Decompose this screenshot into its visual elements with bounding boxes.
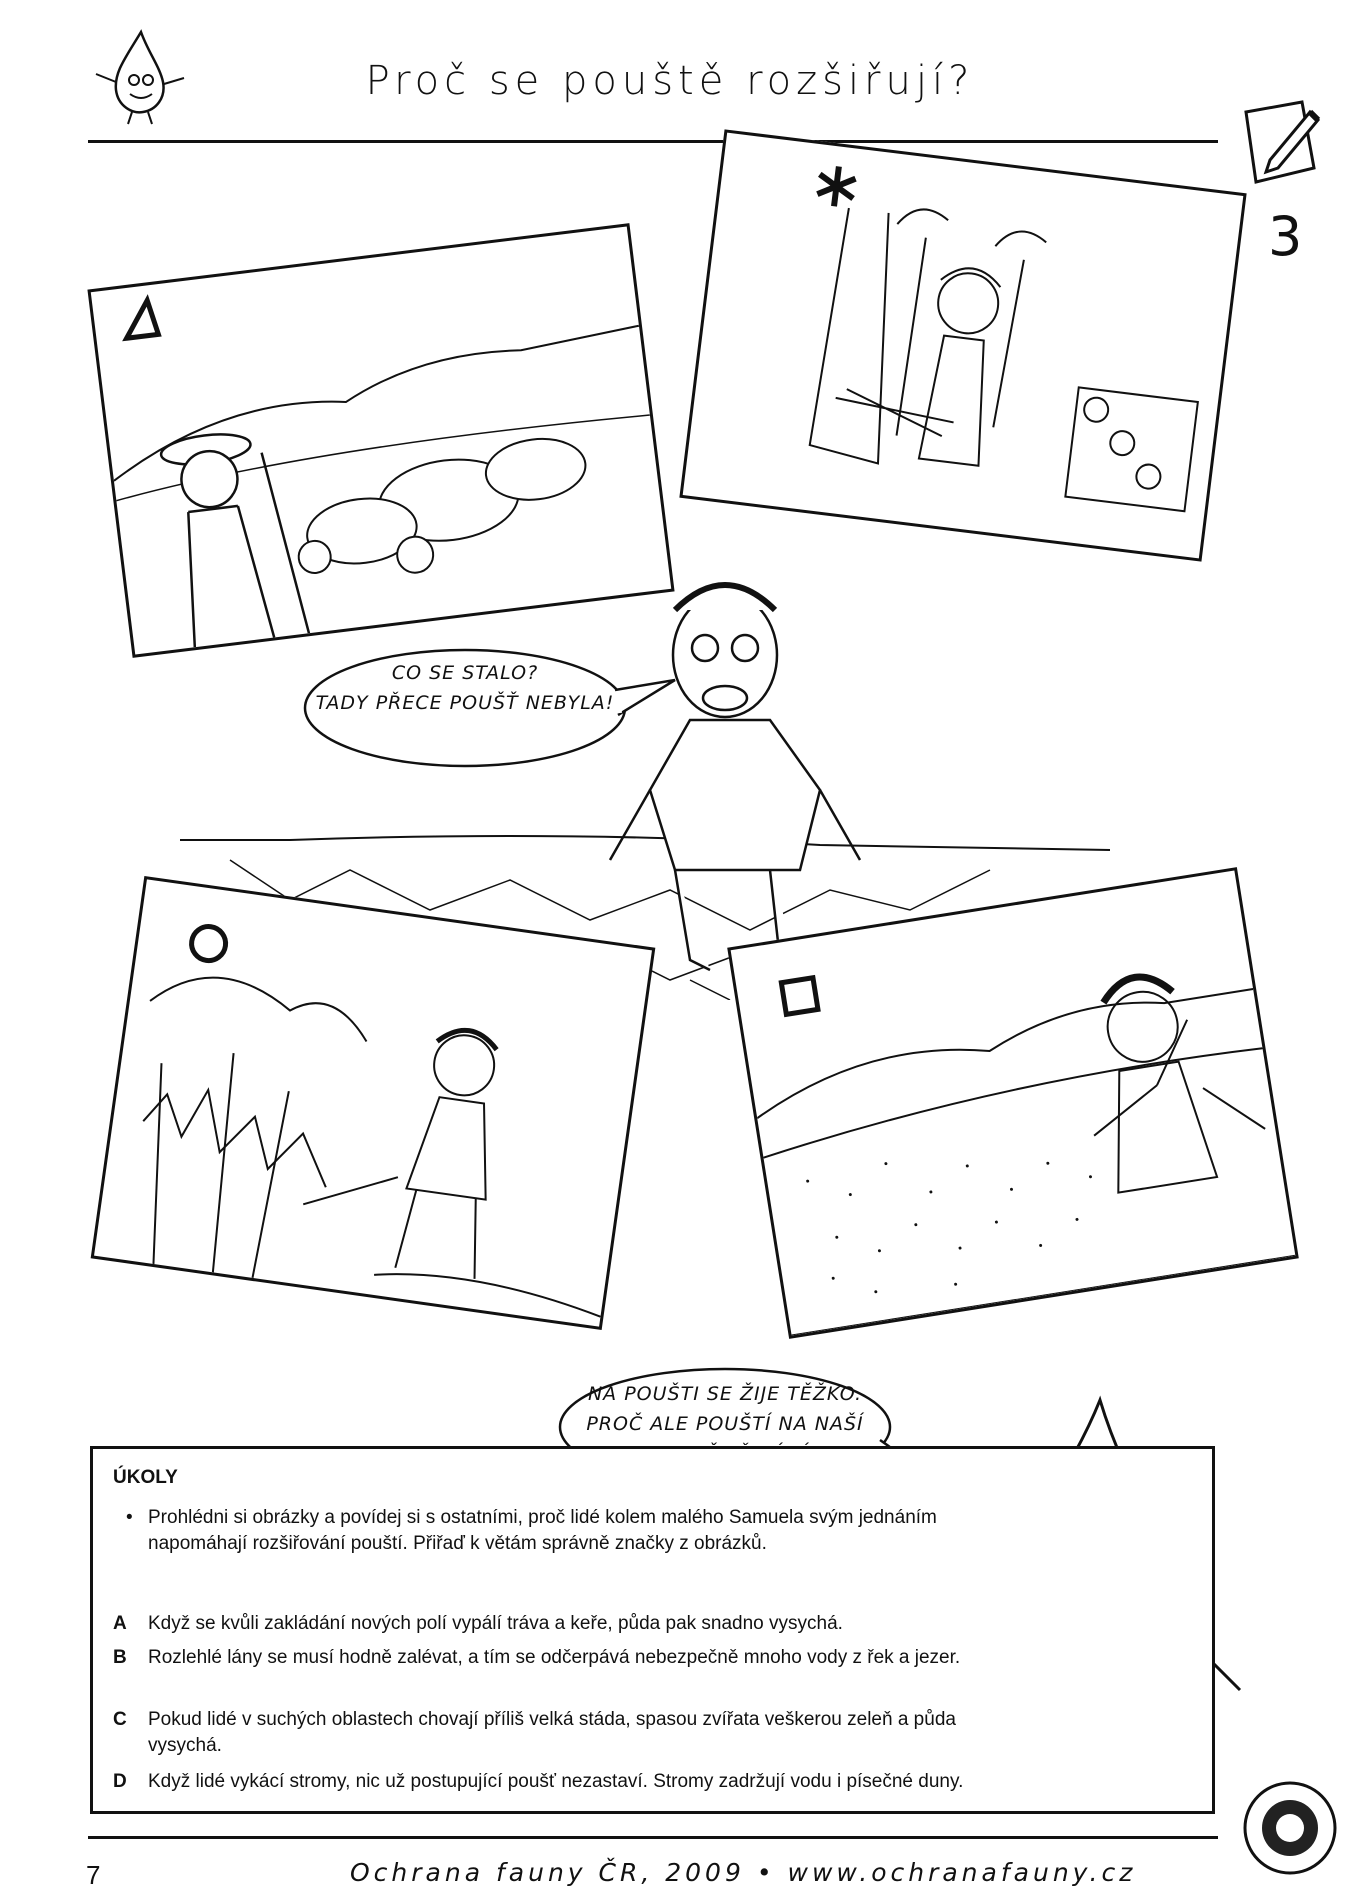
task-item-letter: B: [113, 1647, 127, 1668]
samuel-bubble-line-1: CO SE STALO?: [391, 662, 539, 684]
task-item-text: Rozlehlé lány se musí hodně zalévat, a tím se odčerpává nebezpečně mnoho vody z řek a jezer.: [148, 1647, 961, 1668]
task-item-letter: D: [113, 1771, 127, 1792]
panel-irrigation: [727, 867, 1299, 1339]
section-number: 3: [1268, 205, 1303, 268]
triangle-marker: [122, 300, 158, 339]
task-item-text: Když lidé vykácí stromy, nic už postupující poušť nezastaví. Stromy zadržují vodu i písečné duny.: [148, 1771, 964, 1792]
drop-bubble-line-1: NA POUŠTI SE ŽIJE TĚŽKO.: [587, 1383, 863, 1405]
task-item-letter: C: [113, 1709, 127, 1730]
footer-divider: [88, 1836, 1218, 1839]
samuel-speech-bubble: [300, 640, 680, 770]
panel-burning: [91, 876, 656, 1330]
footer-credit: Ochrana fauny ČR, 2009 • www.ochranafauny.cz: [350, 1858, 1137, 1887]
header-divider: [88, 140, 1218, 143]
square-marker: [781, 978, 818, 1015]
asterisk-marker: [816, 164, 857, 208]
task-item-text: Když se kvůli zakládání nových polí vypálí tráva a keře, půda pak snadno vysychá.: [148, 1613, 843, 1634]
task-item-letter: A: [113, 1613, 127, 1634]
task-item-text: Pokud lidé v suchých oblastech chovají příliš velká stáda, spasou zvířata veškerou zeleň a půda vysychá.: [148, 1709, 956, 1756]
worksheet-pencil-icon: [1240, 98, 1324, 194]
samuel-bubble-line-2: TADY PŘECE POUŠŤ NEBYLA!: [315, 692, 615, 714]
ochrana-fauny-stamp: [1242, 1780, 1338, 1876]
page-number: 7: [86, 1860, 101, 1890]
tasks-instruction: • Prohlédni si obrázky a povídej si s ostatními, proč lidé kolem malého Samuela svým jednáním napomáhají rozšiřování pouští. Přiřaď k větám správně značky z obrázků.: [148, 1505, 978, 1557]
circle-marker: [189, 924, 227, 962]
sama-voda-logo: [86, 22, 196, 127]
tasks-box: [90, 1446, 1215, 1814]
page-title: Proč se pouště rozšiřují?: [365, 58, 975, 104]
tasks-heading: ÚKOLY: [113, 1467, 178, 1488]
panel-deforestation: [679, 129, 1246, 561]
drop-bubble-line-2: PROČ ALE POUŠTÍ NA NAŠÍ: [586, 1413, 864, 1435]
